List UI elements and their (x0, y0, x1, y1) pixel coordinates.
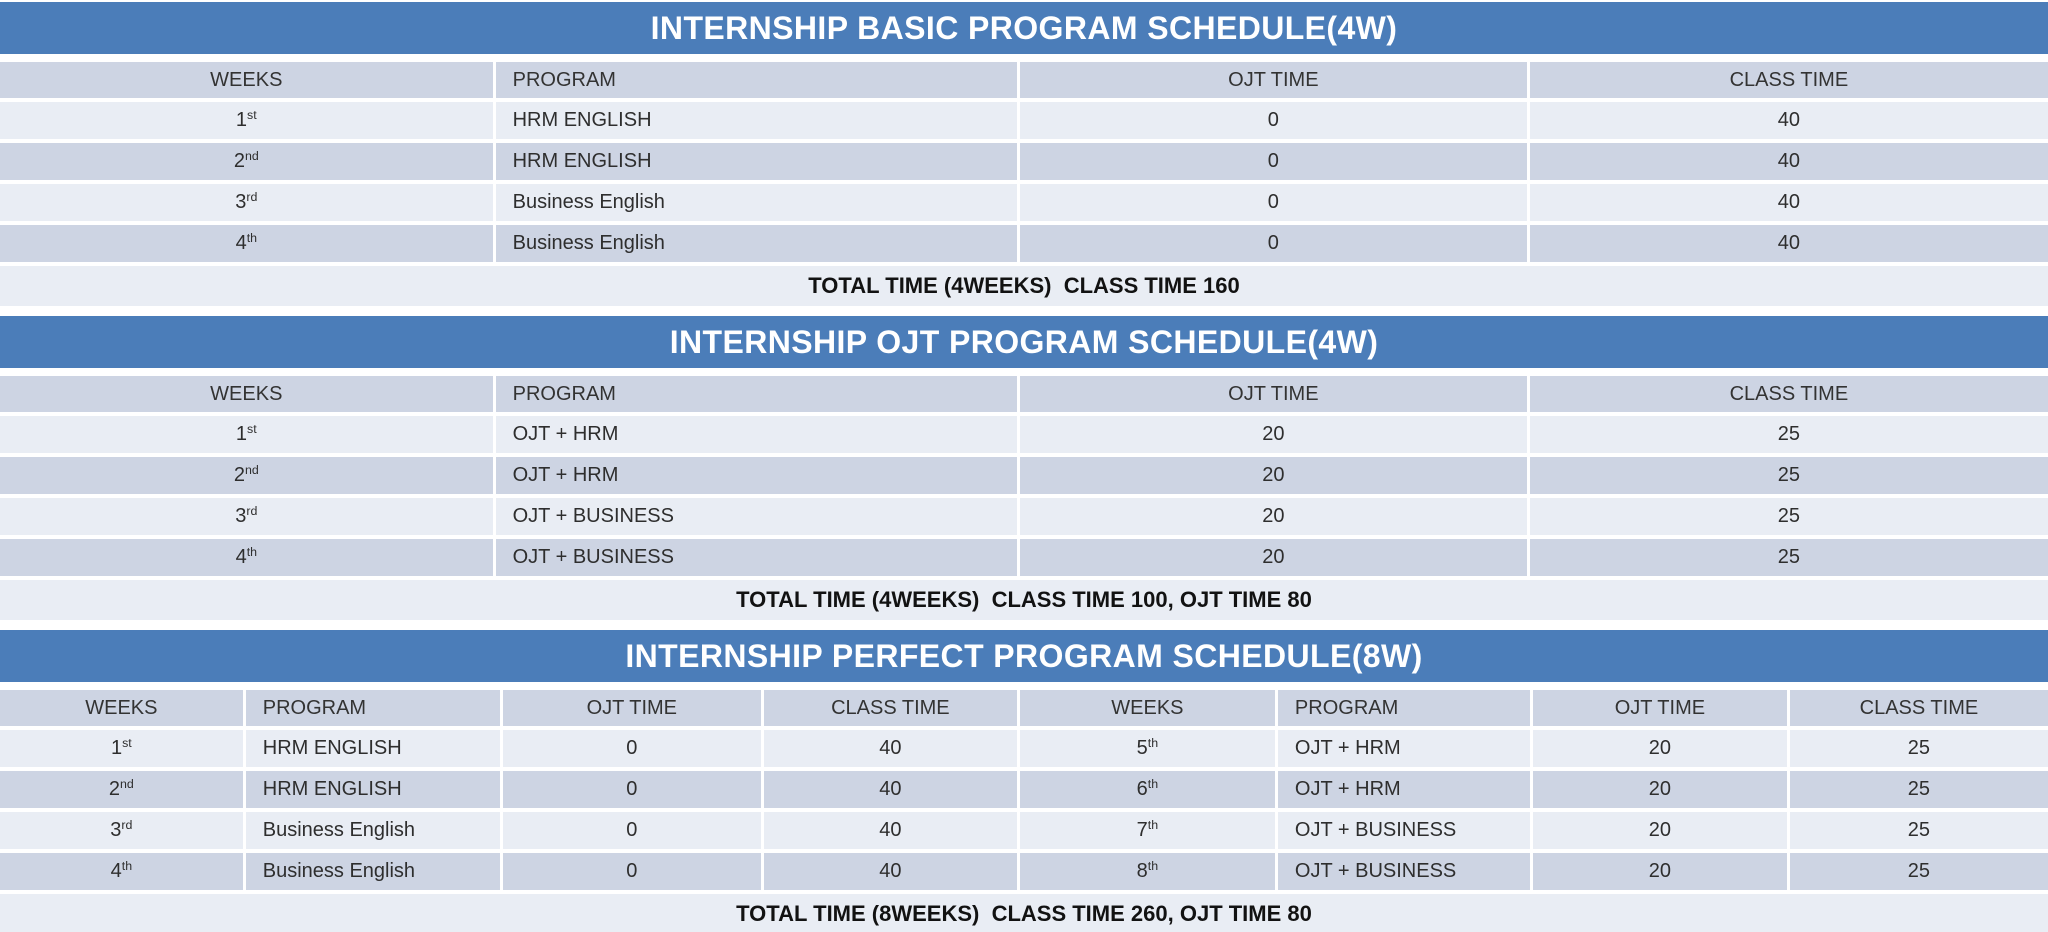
cell-weeks: 2 $^{nd}$ (0, 143, 496, 180)
cell-value: 25 (1907, 778, 1931, 800)
cell-program (246, 771, 503, 808)
cell-value: 20 (1648, 737, 1672, 759)
cell-program (496, 102, 1020, 139)
cell-value: HRM ENGLISH (512, 109, 652, 131)
table-row (0, 184, 2048, 221)
cell-value: Business English (512, 232, 665, 254)
cell-value: 40 (1777, 232, 1801, 254)
cell-value: 7 (1136, 819, 1148, 841)
cell-class-time (1530, 457, 2048, 494)
cell-ojt-time (1020, 539, 1530, 576)
cell-value: HRM ENGLISH (512, 150, 652, 172)
cell-class-time (764, 730, 1020, 767)
cell-value: 25 (1907, 737, 1931, 759)
cell-ojt-time (503, 812, 764, 849)
column-header-class-time: CLASS TIME (1530, 376, 2048, 412)
cell-value: 25 (1907, 819, 1931, 841)
table-row (0, 730, 2048, 767)
cell-value: 25 (1907, 860, 1931, 882)
cell-value: 25 (1777, 423, 1801, 445)
header-row (0, 690, 2048, 726)
cell-weeks: 5 $^{th}$ (1020, 730, 1278, 767)
table-title: INTERNSHIP BASIC PROGRAM SCHEDULE(4W) (0, 2, 2048, 54)
column-header-weeks: WEEKS (1020, 690, 1278, 726)
cell-ojt-time (1020, 184, 1530, 221)
cell-weeks: 1 $^{st}$ (0, 730, 246, 767)
cell-program (496, 184, 1020, 221)
cell-weeks: 4 $^{th}$ (0, 225, 496, 262)
cell-program (246, 853, 503, 890)
cell-value: 0 (1267, 191, 1279, 213)
cell-weeks: 7 $^{th}$ (1020, 812, 1278, 849)
cell-program (496, 143, 1020, 180)
table-row (0, 102, 2048, 139)
cell-ojt-time (1020, 225, 1530, 262)
cell-value: 0 (626, 778, 638, 800)
cell-class-time (1530, 539, 2048, 576)
cell-ojt-time (1020, 498, 1530, 535)
column-header-class-time: CLASS TIME (764, 690, 1020, 726)
cell-value: 40 (879, 778, 902, 800)
cell-class-time (1530, 498, 2048, 535)
cell-program (1278, 771, 1533, 808)
cell-value: OJT + HRM (512, 464, 619, 486)
cell-program (496, 498, 1020, 535)
cell-value: 20 (1262, 505, 1285, 527)
cell-weeks: 3 $^{rd}$ (0, 812, 246, 849)
cell-value: 0 (626, 860, 638, 882)
table-row (0, 539, 2048, 576)
column-header-program: PROGRAM (1278, 690, 1533, 726)
cell-value: 25 (1777, 464, 1801, 486)
cell-value: OJT + HRM (512, 423, 619, 445)
cell-ojt-time (503, 853, 764, 890)
cell-value: 20 (1262, 423, 1285, 445)
cell-value: 1 (110, 737, 123, 759)
table-title: INTERNSHIP PERFECT PROGRAM SCHEDULE(8W) (0, 630, 2048, 682)
cell-value: 40 (879, 737, 902, 759)
cell-value: 4 (110, 860, 122, 882)
cell-value: 25 (1777, 505, 1801, 527)
cell-class-time (1790, 771, 2048, 808)
cell-class-time (1530, 143, 2048, 180)
table-row (0, 225, 2048, 262)
table-perfect-program (0, 630, 2048, 932)
cell-value: 20 (1648, 778, 1672, 800)
cell-program (496, 539, 1020, 576)
cell-value: 0 (1267, 109, 1279, 131)
cell-weeks: 1 $^{st}$ (0, 416, 496, 453)
cell-value: 2 (233, 464, 245, 486)
cell-value: 8 (1136, 860, 1148, 882)
cell-ojt-time (1533, 812, 1790, 849)
cell-value: 1 (235, 423, 248, 445)
column-header-ojt-time: OJT TIME (1533, 690, 1790, 726)
cell-ojt-time (503, 771, 764, 808)
total-row (0, 580, 2048, 620)
cell-value: 20 (1262, 546, 1285, 568)
cell-weeks: 2 $^{nd}$ (0, 457, 496, 494)
total-row (0, 894, 2048, 932)
cell-ojt-time (1533, 853, 1790, 890)
cell-value: 0 (626, 737, 638, 759)
cell-value: OJT + BUSINESS (512, 546, 674, 568)
table-row (0, 853, 2048, 890)
cell-ojt-time (1020, 102, 1530, 139)
cell-value: 25 (1777, 546, 1801, 568)
header-row (0, 62, 2048, 98)
cell-value: 0 (626, 819, 638, 841)
column-header-program: PROGRAM (496, 62, 1020, 98)
cell-value: 20 (1262, 464, 1285, 486)
cell-weeks: 3 $^{rd}$ (0, 184, 496, 221)
total-row (0, 266, 2048, 306)
cell-value: 6 (1136, 778, 1148, 800)
cell-program (1278, 853, 1533, 890)
cell-weeks: 2 $^{nd}$ (0, 771, 246, 808)
cell-value: 40 (1777, 150, 1801, 172)
column-header-program: PROGRAM (496, 376, 1020, 412)
cell-ojt-time (503, 730, 764, 767)
cell-weeks: 8 $^{th}$ (1020, 853, 1278, 890)
cell-ojt-time (1020, 457, 1530, 494)
cell-program (1278, 812, 1533, 849)
table-row (0, 771, 2048, 808)
cell-value: 20 (1648, 860, 1672, 882)
cell-class-time (764, 771, 1020, 808)
cell-ojt-time (1533, 771, 1790, 808)
table-row (0, 416, 2048, 453)
cell-class-time (764, 853, 1020, 890)
column-header-weeks: WEEKS (0, 690, 246, 726)
cell-class-time (1530, 416, 2048, 453)
cell-value: HRM ENGLISH (262, 737, 402, 759)
table-row (0, 143, 2048, 180)
cell-program (496, 225, 1020, 262)
cell-ojt-time (1533, 730, 1790, 767)
cell-value: 2 (233, 150, 245, 172)
cell-value: 1 (235, 109, 248, 131)
cell-value: OJT + BUSINESS (1294, 860, 1457, 882)
column-header-ojt-time: OJT TIME (1020, 62, 1530, 98)
cell-value: HRM ENGLISH (262, 778, 402, 800)
column-header-ojt-time: OJT TIME (503, 690, 764, 726)
cell-program (246, 812, 503, 849)
cell-value: 3 (235, 191, 247, 213)
cell-value: 4 (235, 232, 247, 254)
cell-value: OJT + HRM (1294, 737, 1401, 759)
cell-weeks: 4 $^{th}$ (0, 539, 496, 576)
cell-value: 20 (1648, 819, 1672, 841)
column-header-weeks: WEEKS (0, 62, 496, 98)
cell-value: 40 (1777, 109, 1801, 131)
cell-value: Business English (512, 191, 665, 213)
cell-value: 3 (235, 505, 247, 527)
cell-weeks: 6 $^{th}$ (1020, 771, 1278, 808)
cell-value: OJT + BUSINESS (1294, 819, 1457, 841)
cell-weeks: 1 $^{st}$ (0, 102, 496, 139)
cell-value: 40 (879, 860, 902, 882)
cell-value: 40 (1777, 191, 1801, 213)
total-label: TOTAL TIME (8WEEKS) CLASS TIME 260, OJT TIME 80 (736, 901, 1312, 926)
cell-value: 4 (235, 546, 247, 568)
cell-value: Business English (262, 860, 416, 882)
cell-class-time (1790, 730, 2048, 767)
cell-class-time (1530, 225, 2048, 262)
cell-value: OJT + HRM (1294, 778, 1401, 800)
table-row (0, 498, 2048, 535)
column-header-class-time: CLASS TIME (1790, 690, 2048, 726)
table-basic-program (0, 2, 2048, 306)
cell-program (496, 457, 1020, 494)
cell-value: 2 (108, 778, 121, 800)
cell-program (246, 730, 503, 767)
cell-value: 0 (1267, 150, 1279, 172)
cell-program (496, 416, 1020, 453)
cell-value: 0 (1267, 232, 1279, 254)
cell-class-time (764, 812, 1020, 849)
column-header-program: PROGRAM (246, 690, 503, 726)
table-row (0, 457, 2048, 494)
cell-value: OJT + BUSINESS (512, 505, 674, 527)
column-header-ojt-time: OJT TIME (1020, 376, 1530, 412)
table-ojt-program (0, 316, 2048, 620)
cell-weeks: 3 $^{rd}$ (0, 498, 496, 535)
cell-program (1278, 730, 1533, 767)
total-label: TOTAL TIME (4WEEKS) CLASS TIME 160 (808, 273, 1240, 298)
cell-ojt-time (1020, 416, 1530, 453)
cell-value: Business English (262, 819, 416, 841)
cell-weeks: 4 $^{th}$ (0, 853, 246, 890)
cell-value: 5 (1136, 737, 1148, 759)
header-row (0, 376, 2048, 412)
cell-class-time (1790, 853, 2048, 890)
table-title: INTERNSHIP OJT PROGRAM SCHEDULE(4W) (0, 316, 2048, 368)
total-label: TOTAL TIME (4WEEKS) CLASS TIME 100, OJT TIME 80 (736, 587, 1312, 612)
table-row (0, 812, 2048, 849)
cell-class-time (1790, 812, 2048, 849)
column-header-class-time: CLASS TIME (1530, 62, 2048, 98)
cell-class-time (1530, 102, 2048, 139)
cell-class-time (1530, 184, 2048, 221)
cell-value: 3 (110, 819, 122, 841)
cell-value: 40 (879, 819, 902, 841)
cell-ojt-time (1020, 143, 1530, 180)
column-header-weeks: WEEKS (0, 376, 496, 412)
